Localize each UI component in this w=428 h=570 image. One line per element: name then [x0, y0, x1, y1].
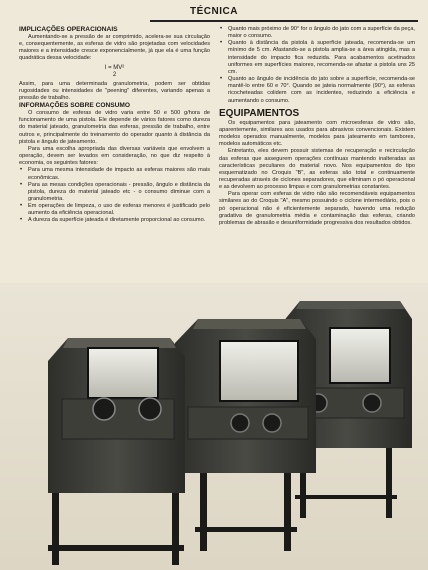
- list-item: • Para as mesas condições operacionais - pressão, ângulo e distância da pistola, dureza do material jateado etc - o consumo diminue com a granulometria.: [20, 181, 210, 202]
- list-item: • Em operações de limpeza, o uso de esferas menores é justificado pelo aumento da eficiência operacional.: [20, 203, 210, 217]
- paragraph: Os equipamentos para jateamento com microesferas de vidro são, aparentemente, similares aos usados para abrasivos convencionais. Existem modelos operados manualmente, modelos para jateamento em tambores, modelos automáticos etc.: [219, 119, 415, 148]
- heading-equipamentos: EQUIPAMENTOS: [219, 107, 300, 119]
- paragraph: Aumentando-se a pressão de ar comprimido, acelera-se sua circulação e, consequentemente, as esferas de vidro são projetadas com velocidades maiores e a intensidade cresce exponencialmente, já que ela é uma função quadrática dessa velocidade:: [19, 34, 210, 62]
- bullet-icon: •: [20, 181, 23, 188]
- formula: [19, 65, 210, 79]
- list-item: • A dureza da superfície jateada é diretamente proporcional ao consumo.: [20, 217, 206, 224]
- bullet-icon: •: [220, 76, 223, 83]
- blasting-cabinets-photo: [0, 283, 428, 570]
- heading-implicacoes: IMPLICAÇÕES OPERACIONAIS: [19, 26, 118, 33]
- list-item: • Quanto mais próximo de 90° for o ângulo do jato com a superfície da peça, maior o consumo.: [220, 26, 415, 40]
- list-item: • Para uma mesma intensidade de impacto as esferas maiores são mais econômicas.: [20, 167, 210, 181]
- bullet-list: [19, 167, 210, 224]
- paragraph: Para operar com esferas de vidro não são recomendáveis equipamentos similares ao do Croquis "A", mesmo possuindo o ciclone intermediário, pois o pó operacional não é eficientemente separado, havendo uma redução gradativa de granulometria média e contaminação das esferas, criando problemas de abrasão e desuniformidade progressiva dos resultados obtidos.: [219, 191, 415, 226]
- list-item: • Quanto ao ângulo de incidência do jato sobre a superfície, recomenda-se mantê-lo entre 60 e 70°. Quando se jateia normalmente (90°), as esferas ricocheteadas colidem com as incidentes, reduzindo a eficiência e aumentando o consumo.: [220, 76, 415, 104]
- bullet-icon: •: [20, 217, 23, 224]
- left-column: [19, 26, 210, 225]
- formula-denominator: 2: [112, 71, 117, 78]
- formula-numerator: I = MV²: [104, 64, 125, 71]
- right-column: [219, 26, 415, 227]
- bullet-icon: •: [20, 203, 23, 210]
- bullet-list: [219, 26, 415, 105]
- paragraph: O consumo de esferas de vidro varia entre 50 e 500 g/hora de funcionamento de uma pistola. Ele depende de vários fatores como dureza do material jateado, granulometria das esferas, pressão de trabalho, entre outros e, principalmente do treinamento do operador quanto à distância da pistola e ângulo de jateamento.: [19, 110, 210, 145]
- paragraph: Para uma escolha apropriada das diversas variáveis que envolvem a operação, devem ser levados em consideração, no que diz respeito à economia, os seguintes fatores:: [19, 145, 210, 167]
- bullet-icon: •: [20, 167, 23, 174]
- header-rule: [150, 20, 418, 22]
- bullet-icon: •: [220, 40, 223, 47]
- bullet-icon: •: [220, 26, 223, 32]
- paragraph: Assim, para uma determinada granulometria, podem ser obtidas rugosidades ou intensidades de "peening" diferentes, variando apenas a pressão de trabalho.: [19, 80, 210, 101]
- list-item: • Quanto à distância da pistola à superfície jateada, recomenda-se um mínimo de 5 cm. Afastando-se a pistola amplia-se a área atingida, mas a intensidade do impacto fica reduzida. Para acabamentos acetinados uniformes em superfícies maiores, recomenda-se afastar a pistola uns 25 cm.: [220, 40, 415, 75]
- paragraph: Entretanto, eles devem possuir sistemas de recuperação e recirculação das esferas que assegurem operações contínuas mantendo inalteradas as características peculiares do material novo. Nos equipamentos do tipo esquematizado no Croquis "B", as esferas são total e continuamente recuperadas através de ciclones separadores, que eliminam o pó operacional e as devolvem ao processo limpas e com granulometrias constantes.: [219, 148, 415, 191]
- heading-consumo: INFORMAÇÕES SOBRE CONSUMO: [19, 102, 130, 110]
- page-header: [0, 0, 428, 22]
- section-title: TÉCNICA: [190, 6, 238, 17]
